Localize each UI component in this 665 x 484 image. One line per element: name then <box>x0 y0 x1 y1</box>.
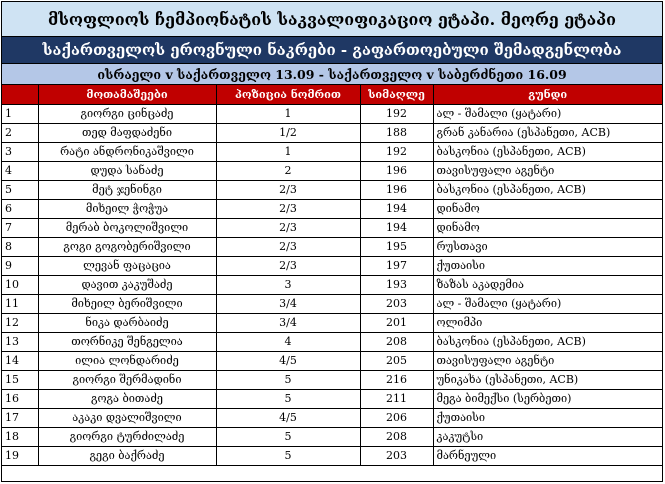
player-position: 5 <box>216 427 360 446</box>
table-row <box>2 446 662 465</box>
player-club: მეგა ბიმექსი (სერბეთი) <box>433 389 662 408</box>
player-position: 2 <box>216 161 360 180</box>
table-row <box>2 294 662 313</box>
player-number: 6 <box>2 199 38 218</box>
player-position: 2/3 <box>216 218 360 237</box>
player-name: ილია ლონდარიძე <box>38 351 216 370</box>
player-position: 2/3 <box>216 180 360 199</box>
player-club: უნიკახა (ესპანეთი, ACB) <box>433 370 662 389</box>
table-row <box>2 256 662 275</box>
table-row <box>2 142 662 161</box>
roster-body <box>2 104 662 465</box>
table-header-row <box>2 85 662 104</box>
player-number: 10 <box>2 275 38 294</box>
player-number: 7 <box>2 218 38 237</box>
player-club: კაკუტსი <box>433 427 662 446</box>
player-name: გეგი ბაქრაძე <box>38 446 216 465</box>
player-name: თედ მაფდაძენი <box>38 123 216 142</box>
player-height: 208 <box>360 427 433 446</box>
player-position: 5 <box>216 389 360 408</box>
player-name: მიხეილ ბერიშვილი <box>38 294 216 313</box>
player-name: გიორგი ცინცაძე <box>38 104 216 123</box>
table-row <box>2 313 662 332</box>
player-height: 201 <box>360 313 433 332</box>
player-number: 1 <box>2 104 38 123</box>
player-height: 195 <box>360 237 433 256</box>
player-number: 4 <box>2 161 38 180</box>
header-player: მოთამაშეები <box>38 85 216 104</box>
player-number: 18 <box>2 427 38 446</box>
player-name: ლევან ფაცაცია <box>38 256 216 275</box>
player-name: დავით კაკუშაძე <box>38 275 216 294</box>
player-position: 4 <box>216 332 360 351</box>
player-club: ქუთაისი <box>433 408 662 427</box>
matches-line: ისრაელი v საქართველო 13.09 - საქართველო v საბერძნეთი 16.09 <box>2 64 662 85</box>
player-height: 208 <box>360 332 433 351</box>
player-height: 193 <box>360 275 433 294</box>
table-row <box>2 180 662 199</box>
player-number: 19 <box>2 446 38 465</box>
table-row <box>2 389 662 408</box>
player-club: დინამო <box>433 218 662 237</box>
player-club: ბასკონია (ესპანეთი, ACB) <box>433 180 662 199</box>
player-position: 4/5 <box>216 408 360 427</box>
table-row <box>2 199 662 218</box>
player-number: 5 <box>2 180 38 199</box>
player-club: ოლიმპი <box>433 313 662 332</box>
player-name: დუდა სანაძე <box>38 161 216 180</box>
player-position: 3/4 <box>216 313 360 332</box>
player-number: 12 <box>2 313 38 332</box>
player-club: თავისუფალი აგენტი <box>433 161 662 180</box>
player-position: 4/5 <box>216 351 360 370</box>
player-height: 216 <box>360 370 433 389</box>
player-name: გიორგი შერმადინი <box>38 370 216 389</box>
player-number: 9 <box>2 256 38 275</box>
player-height: 192 <box>360 142 433 161</box>
player-name: მერაბ ბოკოლიშვილი <box>38 218 216 237</box>
table-row <box>2 408 662 427</box>
player-club: ზაზას აკადემია <box>433 275 662 294</box>
header-height: სიმაღლე <box>360 85 433 104</box>
player-position: 2/3 <box>216 237 360 256</box>
player-position: 2/3 <box>216 199 360 218</box>
player-height: 196 <box>360 161 433 180</box>
player-height: 211 <box>360 389 433 408</box>
player-height: 192 <box>360 104 433 123</box>
roster-sheet <box>1 1 663 482</box>
player-position: 1 <box>216 142 360 161</box>
player-number: 13 <box>2 332 38 351</box>
team-subtitle: საქართველოს ეროვნული ნაკრები - გაფართოებული შემადგენლობა <box>2 37 662 64</box>
player-number: 17 <box>2 408 38 427</box>
table-row <box>2 123 662 142</box>
player-height: 194 <box>360 199 433 218</box>
player-number: 14 <box>2 351 38 370</box>
player-position: 1/2 <box>216 123 360 142</box>
page-title: მსოფლიოს ჩემპიონატის საკვალიფიკაციო ეტაპი. მეორე ეტაპი <box>2 2 662 37</box>
player-height: 206 <box>360 408 433 427</box>
header-number <box>2 85 38 104</box>
table-row <box>2 332 662 351</box>
player-club: გრან კანარია (ესპანეთი, ACB) <box>433 123 662 142</box>
table-row <box>2 237 662 256</box>
player-height: 205 <box>360 351 433 370</box>
player-number: 3 <box>2 142 38 161</box>
player-name: გოგი გოგობერიშვილი <box>38 237 216 256</box>
header-club: გუნდი <box>433 85 662 104</box>
player-position: 3/4 <box>216 294 360 313</box>
player-name: აკაკი დვალიშვილი <box>38 408 216 427</box>
player-club: ალ - შამალი (ყატარი) <box>433 294 662 313</box>
player-number: 11 <box>2 294 38 313</box>
player-club: რუსთავი <box>433 237 662 256</box>
header-position: პოზიცია ნომრით <box>216 85 360 104</box>
player-name: მეტ ჯენინგი <box>38 180 216 199</box>
table-row <box>2 351 662 370</box>
player-name: გოგა ბითაძე <box>38 389 216 408</box>
player-height: 203 <box>360 294 433 313</box>
player-club: მარნეული <box>433 446 662 465</box>
table-row <box>2 161 662 180</box>
player-height: 194 <box>360 218 433 237</box>
player-position: 1 <box>216 104 360 123</box>
table-row <box>2 218 662 237</box>
player-name: ნიკა დარბაიძე <box>38 313 216 332</box>
player-height: 197 <box>360 256 433 275</box>
table-row <box>2 275 662 294</box>
table-row <box>2 427 662 446</box>
player-number: 8 <box>2 237 38 256</box>
player-number: 2 <box>2 123 38 142</box>
player-height: 203 <box>360 446 433 465</box>
player-club: დინამო <box>433 199 662 218</box>
player-position: 2/3 <box>216 256 360 275</box>
player-number: 16 <box>2 389 38 408</box>
player-height: 188 <box>360 123 433 142</box>
table-row <box>2 104 662 123</box>
player-number: 15 <box>2 370 38 389</box>
player-position: 3 <box>216 275 360 294</box>
player-position: 5 <box>216 370 360 389</box>
player-name: რატი ანდრონიკაშვილი <box>38 142 216 161</box>
player-club: ბასკონია (ესპანეთი, ACB) <box>433 332 662 351</box>
player-club: ბასკონია (ესპანეთი, ACB) <box>433 142 662 161</box>
player-name: თორნიკე შენგელია <box>38 332 216 351</box>
player-club: ქუთაისი <box>433 256 662 275</box>
player-name: გიორგი ტურძილაძე <box>38 427 216 446</box>
player-position: 5 <box>216 446 360 465</box>
table-row <box>2 370 662 389</box>
player-name: მიხეილ ჭოჭუა <box>38 199 216 218</box>
player-club: ალ - შამალი (ყატარი) <box>433 104 662 123</box>
roster-table <box>2 85 662 466</box>
player-height: 196 <box>360 180 433 199</box>
player-club: თავისუფალი აგენტი <box>433 351 662 370</box>
